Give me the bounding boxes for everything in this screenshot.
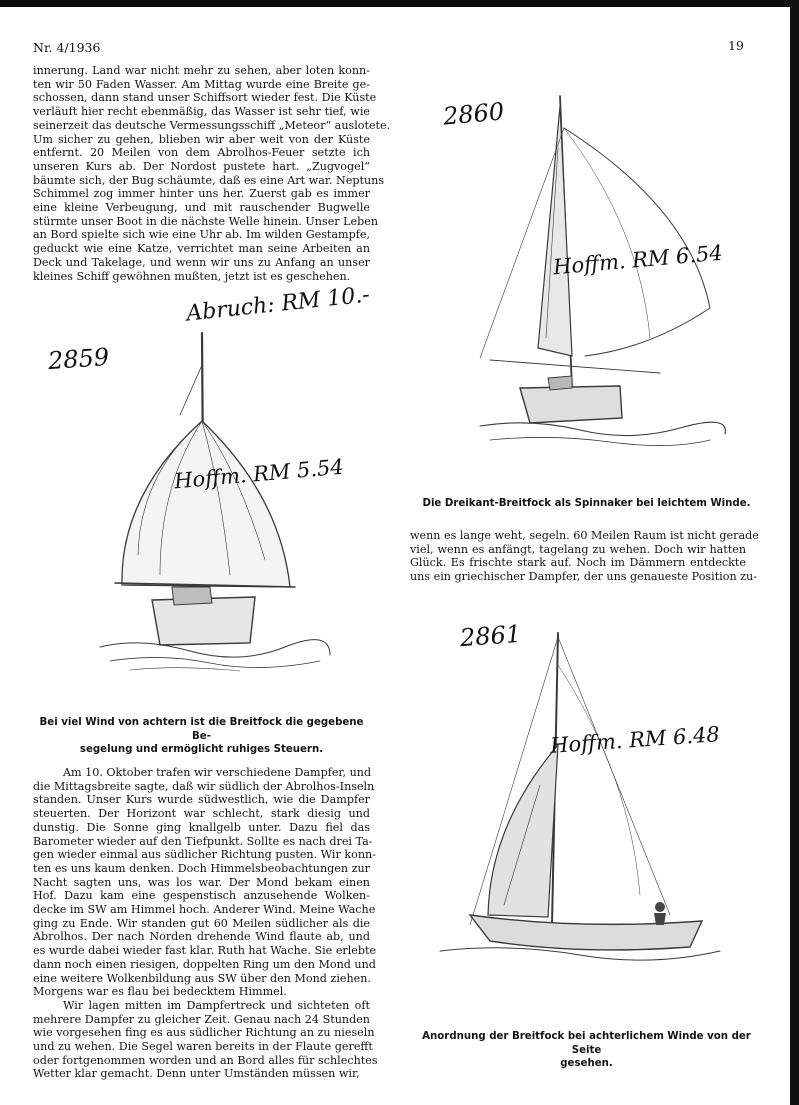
text-line: Morgens war es flau bei bedecktem Himmel. xyxy=(33,985,287,999)
page-right-edge xyxy=(790,0,799,1105)
text-line: ging zu Ende. Wir standen gut 60 Meilen südlicher als die xyxy=(33,916,370,930)
text-line: Schimmel zog immer hinter uns her. Zuerst gab es immer xyxy=(33,187,370,201)
figure-number-2860: 2860 xyxy=(441,97,506,131)
text-line: Nacht sagten uns, was los war. Der Mond bekam einen xyxy=(33,875,370,889)
text-line: es wurde dabei wieder fast klar. Ruth hat Wache. Sie erlebte xyxy=(33,944,377,958)
text-line: wie vorgesehen fing es aus südlicher Richtung an zu nieseln xyxy=(33,1026,375,1040)
text-line: mehrere Dampfer zu gleicher Zeit. Genau nach 24 Stunden xyxy=(33,1012,370,1026)
text-line: Abrolhos. Der nach Norden drehende Wind flaute ab, und xyxy=(33,930,370,944)
figure-number-2859: 2859 xyxy=(47,342,110,376)
text-line: Deck und Takelage, und wenn wir uns zu Anfang an unser xyxy=(33,255,370,269)
text-line: bäumte sich, der Bug schäumte, daß es eine Art war. Neptuns xyxy=(33,173,385,187)
text-line: und zu wehen. Die Segel waren bereits in der Flaute gerefft xyxy=(33,1040,373,1054)
text-line: stürmte unser Boot in die nächste Welle hinein. Unser Leben xyxy=(33,214,379,228)
sailboat-drawing-2860 xyxy=(460,88,740,468)
text-line: kleines Schiff gewöhnen mußten, jetzt ist es geschehen. xyxy=(33,269,351,283)
column-right-mid-text xyxy=(410,529,759,584)
text-line: schossen, dann stand unser Schiffsort wieder fest. Die Küste xyxy=(33,91,377,105)
text-line: Glück. Es frischte stark auf. Noch im Dämmern entdeckte xyxy=(410,556,746,570)
text-line: seinerzeit das deutsche Vermessungsschiff „Meteor“ auslotete. xyxy=(33,118,391,132)
text-line: die Mittagsbreite sagte, daß wir südlich der Abrolhos-Inseln xyxy=(33,779,375,793)
text-line: unseren Kurs ab. Der Nordost pustete hart. „Zugvogel“ xyxy=(33,159,370,173)
text-line: innerung. Land war nicht mehr zu sehen, aber loten konn- xyxy=(33,64,370,77)
column-left-top-text xyxy=(33,64,391,283)
text-line: an Bord spielte sich wie eine Uhr ab. Im wilden Gestampfe, xyxy=(33,228,370,242)
issue-number: Nr. 4/1936 xyxy=(33,40,101,55)
figure-2861-caption-line2: gesehen. xyxy=(560,1058,613,1069)
text-line: Wir lagen mitten im Dampfertreck und sichteten oft xyxy=(63,998,370,1012)
text-line: dunstig. Die Sonne ging knallgelb unter. Dazu fiel das xyxy=(33,820,370,834)
text-line: Wetter klar gemacht. Denn unter Umständen müssen wir, xyxy=(33,1067,360,1081)
figure-2859-caption xyxy=(33,716,370,757)
text-line: viel, wenn es anfängt, tagelang zu wehen. Doch wir hatten xyxy=(410,542,746,556)
text-line: Am 10. Oktober trafen wir verschiedene Dampfer, und xyxy=(63,766,372,779)
text-line: eine weitere Wolkenbildung aus SW über den Mond ziehen. xyxy=(33,971,371,985)
figure-2861-caption xyxy=(408,1030,765,1071)
text-line: ten wir 50 Faden Wasser. Am Mittag wurde eine Breite ge- xyxy=(33,77,370,91)
text-line: standen. Unser Kurs wurde südwestlich, wie die Dampfer xyxy=(33,793,370,807)
figure-2859-caption-line2: segelung und ermöglicht ruhiges Steuern. xyxy=(79,744,324,755)
figure-2859-price-note-top: Abruch: RM 10.- xyxy=(185,282,371,327)
figure-2859-caption-line1: Bei viel Wind von achtern ist die Breitfock die gegebene Be- xyxy=(39,717,364,742)
text-line: Hof. Dazu kam eine gespenstisch anzusehende Wolken- xyxy=(33,889,370,903)
text-line: gen wieder einmal aus südlicher Richtung pusten. Wir konn- xyxy=(33,848,376,862)
text-line: decke im SW am Himmel hoch. Anderer Wind. Meine Wache xyxy=(33,903,376,917)
column-left-bottom-text xyxy=(33,766,378,1081)
text-line: eine kleine Verbeugung, und mit rauschender Bugwelle xyxy=(33,201,370,215)
figure-number-2861: 2861 xyxy=(459,619,522,653)
sailboat-drawing-2859 xyxy=(80,325,340,675)
page-number: 19 xyxy=(728,38,744,53)
text-line: entfernt. 20 Meilen von dem Abrolhos-Feuer setzte ich xyxy=(33,146,370,160)
figure-2860-price-note-sail: Hoffm. RM 6.54 xyxy=(552,240,724,280)
text-line: Um sicher zu gehen, blieben wir aber weit von der Küste xyxy=(33,132,370,146)
text-line: dann noch einen riesigen, doppelten Ring um den Mond und xyxy=(33,957,376,971)
text-line: wenn es lange weht, segeln. 60 Meilen Raum ist nicht gerade xyxy=(410,529,759,542)
text-line: ten es uns kaum denken. Doch Himmelsbeobachtungen zur xyxy=(33,861,370,875)
text-line: Barometer wieder auf den Tiefpunkt. Sollte es nach drei Ta- xyxy=(33,834,373,848)
text-line: steuerten. Der Horizont war schlecht, stark diesig und xyxy=(33,807,370,821)
figure-2861-caption-line1: Anordnung der Breitfock bei achterlichem Winde von der Seite xyxy=(422,1031,751,1056)
page-top-edge xyxy=(0,0,799,7)
sailboat-drawing-2861 xyxy=(430,625,730,965)
figure-2861-price-note-sail: Hoffm. RM 6.48 xyxy=(549,722,721,758)
figure-2860-caption: Die Dreikant-Breitfock als Spinnaker bei leichtem Winde. xyxy=(422,498,751,509)
text-line: verläuft hier recht ebenmäßig, das Wasser ist sehr tief, wie xyxy=(33,105,370,119)
figure-2859-price-note-sail: Hoffm. RM 5.54 xyxy=(173,454,345,494)
text-line: geduckt wie eine Katze, verrichtet man seine Arbeiten an xyxy=(33,242,370,256)
text-line: oder fortgenommen worden und an Bord alles für schlechtes xyxy=(33,1053,378,1067)
text-line: uns ein griechischer Dampfer, der uns genaueste Position zu- xyxy=(410,570,757,584)
